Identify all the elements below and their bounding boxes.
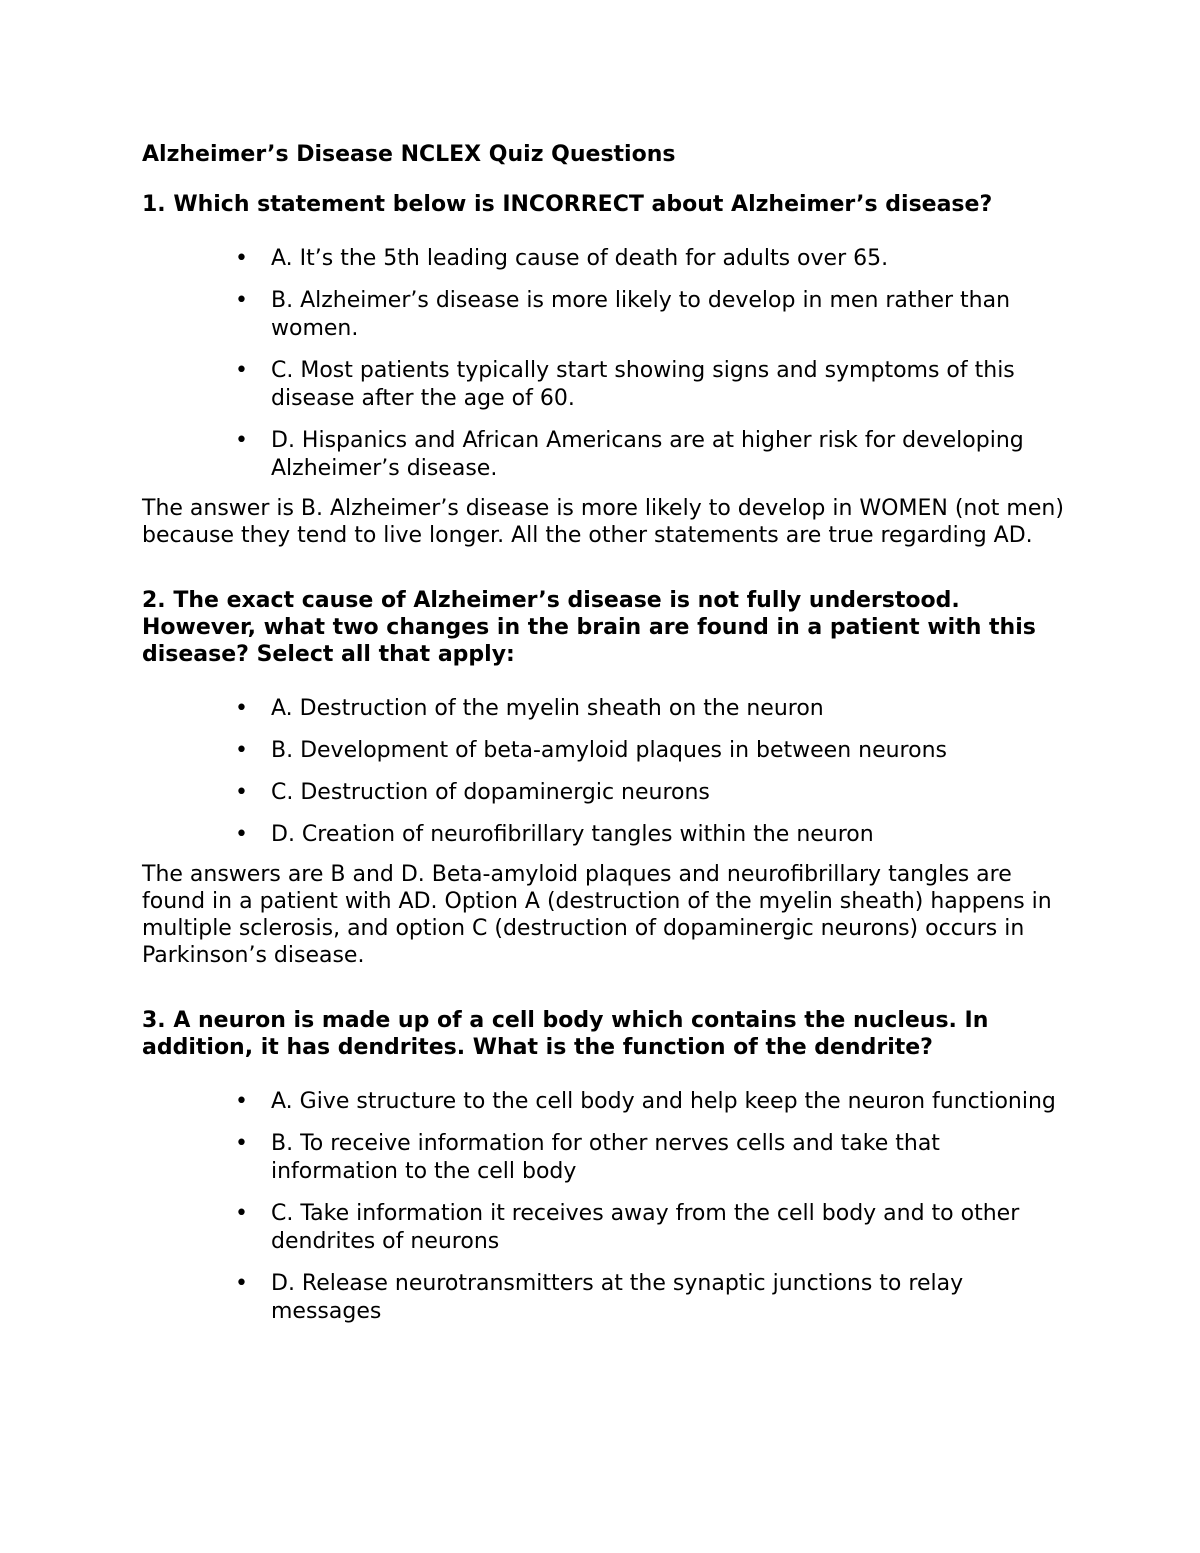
bullet-icon: • — [235, 738, 248, 763]
bullet-icon: • — [235, 358, 248, 383]
list-item — [142, 357, 1072, 413]
option-text: D. Release neurotransmitters at the synaptic junctions to relay messages — [271, 1271, 964, 1324]
question-2-options — [142, 695, 1072, 849]
bullet-icon: • — [235, 1271, 248, 1296]
bullet-icon: • — [235, 696, 248, 721]
list-item — [142, 1088, 1072, 1116]
option-text: A. It’s the 5th leading cause of death for adults over 65. — [271, 246, 889, 271]
bullet-icon: • — [235, 780, 248, 805]
document-title: Alzheimer’s Disease NCLEX Quiz Questions — [142, 142, 676, 167]
question-3-options — [142, 1088, 1072, 1326]
option-text: C. Most patients typically start showing signs and symptoms of this disease after the age of 60. — [271, 358, 1015, 411]
list-item — [142, 821, 1072, 849]
list-item — [142, 1130, 1072, 1186]
bullet-icon: • — [235, 246, 248, 271]
list-item — [142, 245, 1072, 273]
option-text: A. Destruction of the myelin sheath on the neuron — [271, 696, 824, 721]
bullet-icon: • — [235, 428, 248, 453]
list-item — [142, 287, 1072, 343]
option-text: D. Hispanics and African Americans are at higher risk for developing Alzheimer’s disease. — [271, 428, 1024, 481]
list-item — [142, 779, 1072, 807]
list-item — [142, 1200, 1072, 1256]
question-2-answer: The answers are B and D. Beta-amyloid plaques and neurofibrillary tangles are found in a patient with AD. Option A (destruction of the myelin sheath) happens in multiple sclerosis, and option C (destruction of dopaminergic neurons) occurs in Parkinson’s disease. — [142, 862, 1052, 968]
bullet-icon: • — [235, 288, 248, 313]
question-1-prompt: 1. Which statement below is INCORRECT about Alzheimer’s disease? — [142, 192, 993, 217]
list-item — [142, 1270, 1072, 1326]
document-page — [142, 140, 1072, 1344]
question-2-prompt: 2. The exact cause of Alzheimer’s disease is not fully understood. However, what two changes in the brain are found in a patient with this disease? Select all that apply: — [142, 588, 1036, 667]
question-1-answer: The answer is B. Alzheimer’s disease is more likely to develop in WOMEN (not men) because they tend to live longer. All the other statements are true regarding AD. — [142, 496, 1064, 548]
bullet-icon: • — [235, 1131, 248, 1156]
list-item — [142, 737, 1072, 765]
option-text: B. To receive information for other nerves cells and take that information to the cell body — [271, 1131, 940, 1184]
list-item — [142, 695, 1072, 723]
option-text: C. Destruction of dopaminergic neurons — [271, 780, 710, 805]
question-3-prompt: 3. A neuron is made up of a cell body which contains the nucleus. In addition, it has dendrites. What is the function of the dendrite? — [142, 1008, 989, 1060]
option-text: B. Alzheimer’s disease is more likely to develop in men rather than women. — [271, 288, 1011, 341]
list-item — [142, 427, 1072, 483]
bullet-icon: • — [235, 822, 248, 847]
option-text: A. Give structure to the cell body and help keep the neuron functioning — [271, 1089, 1056, 1114]
bullet-icon: • — [235, 1089, 248, 1114]
option-text: C. Take information it receives away from the cell body and to other dendrites of neurons — [271, 1201, 1020, 1254]
option-text: D. Creation of neurofibrillary tangles within the neuron — [271, 822, 874, 847]
question-1-options — [142, 245, 1072, 483]
option-text: B. Development of beta-amyloid plaques in between neurons — [271, 738, 947, 763]
bullet-icon: • — [235, 1201, 248, 1226]
